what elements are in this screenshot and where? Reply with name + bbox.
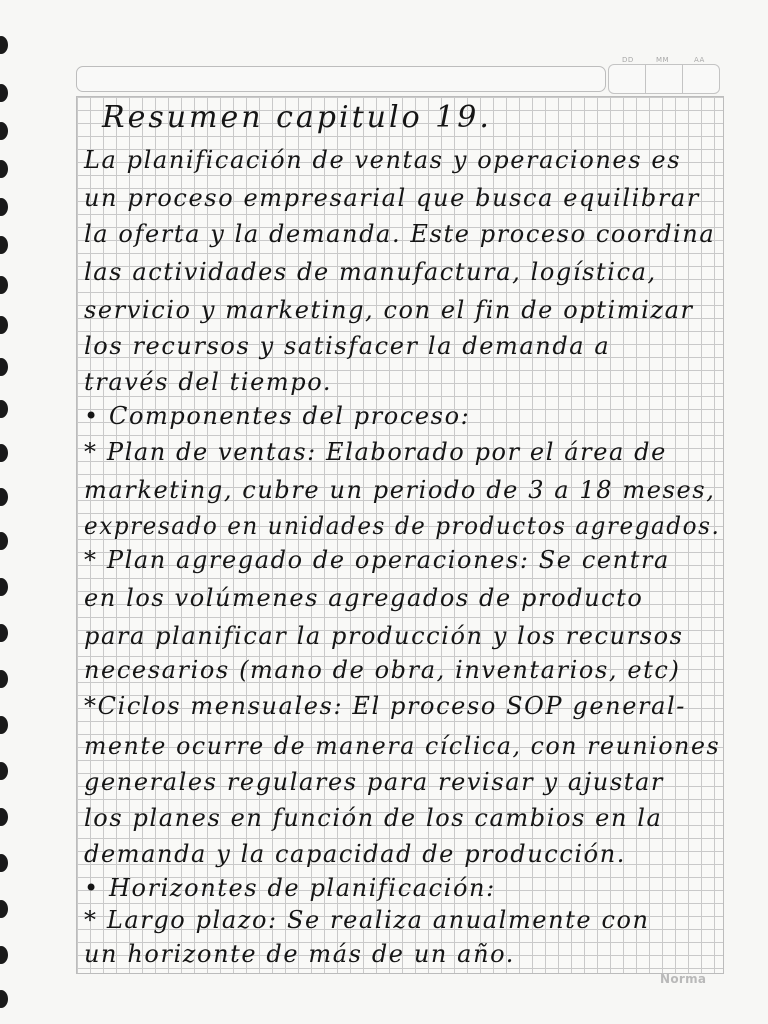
binding-hole [0, 670, 8, 688]
note-line: * Plan de ventas: Elaborado por el área de [84, 438, 667, 466]
brand-logo: Norma [660, 972, 707, 986]
binding-hole [0, 854, 8, 872]
note-line: expresado en unidades de productos agregados. [84, 512, 721, 540]
binding-hole [0, 990, 8, 1008]
note-line: través del tiempo. [84, 368, 333, 396]
note-line: * Largo plazo: Se realiza anualmente con [84, 906, 650, 934]
note-line: necesarios (mano de obra, inventarios, etc) [84, 656, 681, 684]
date-label-day: DD [622, 56, 634, 64]
note-line: la oferta y la demanda. Este proceso coordina [84, 220, 716, 248]
date-divider [645, 65, 646, 93]
note-line: los recursos y satisfacer la demanda a [84, 332, 611, 360]
date-field [608, 64, 720, 94]
notes-title: Resumen capitulo 19. [102, 100, 492, 135]
note-line: generales regulares para revisar y ajustar [84, 768, 664, 796]
binding-hole [0, 488, 8, 506]
date-label-year: AA [694, 56, 705, 64]
note-line: servicio y marketing, con el fin de optimizar [84, 296, 694, 324]
binding-hole [0, 36, 8, 54]
note-line: para planificar la producción y los recursos [84, 622, 684, 650]
note-line: en los volúmenes agregados de producto [84, 584, 644, 612]
note-line: mente ocurre de manera cíclica, con reuniones [84, 732, 721, 760]
date-divider [682, 65, 683, 93]
binding-hole [0, 532, 8, 550]
binding-hole [0, 624, 8, 642]
binding-hole [0, 900, 8, 918]
note-line: *Ciclos mensuales: El proceso SOP general- [84, 692, 686, 720]
note-line: un proceso empresarial que busca equilibrar [84, 184, 700, 212]
binding-hole [0, 160, 8, 178]
binding-hole [0, 122, 8, 140]
binding-hole [0, 316, 8, 334]
note-line: las actividades de manufactura, logística, [84, 258, 657, 286]
binding-hole [0, 808, 8, 826]
note-line: • Componentes del proceso: [84, 402, 471, 430]
date-label-month: MM [656, 56, 670, 64]
note-line: * Plan agregado de operaciones: Se centra [84, 546, 670, 574]
binding-hole [0, 762, 8, 780]
binding-hole [0, 276, 8, 294]
binding-hole [0, 400, 8, 418]
note-line: un horizonte de más de un año. [84, 940, 515, 968]
binding-hole [0, 236, 8, 254]
note-line: marketing, cubre un periodo de 3 a 18 meses, [84, 476, 716, 504]
binding-hole [0, 946, 8, 964]
binding-hole [0, 84, 8, 102]
note-line: demanda y la capacidad de producción. [84, 840, 626, 868]
binding-hole [0, 578, 8, 596]
header-field [76, 66, 606, 92]
binding-hole [0, 198, 8, 216]
binding-hole [0, 444, 8, 462]
binding-hole [0, 358, 8, 376]
note-line: los planes en función de los cambios en la [84, 804, 663, 832]
note-line: • Horizontes de planificación: [84, 874, 496, 902]
spiral-binding [0, 0, 12, 1024]
note-line: La planificación de ventas y operaciones es [84, 146, 682, 174]
binding-hole [0, 716, 8, 734]
